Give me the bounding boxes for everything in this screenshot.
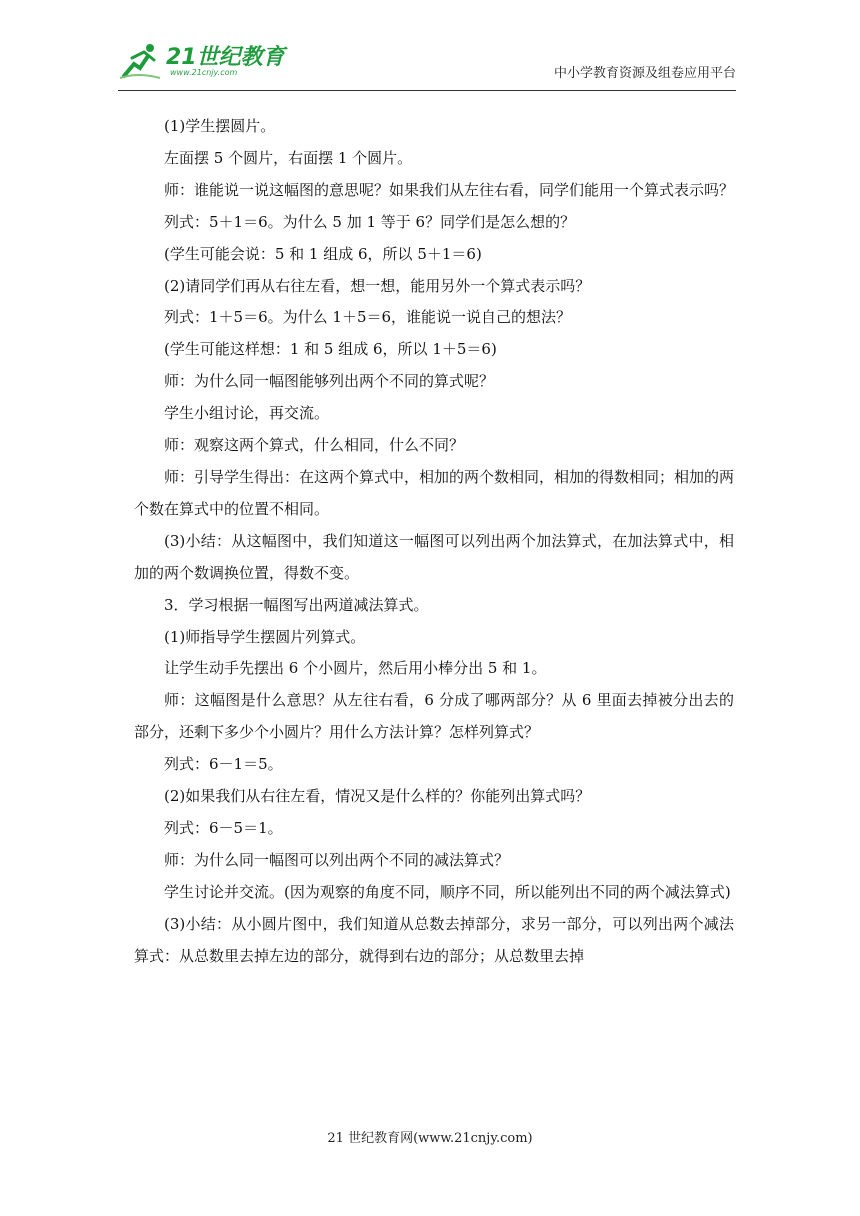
paragraph: (2)请同学们再从右往左看，想一想，能用另外一个算式表示吗？ (164, 276, 591, 295)
paragraph: 列式：1＋5＝6。为什么 1＋5＝6，谁能说一说自己的想法？ (164, 308, 572, 327)
paragraph: (2)如果我们从右往左看，情况又是什么样的？你能列出算式吗？ (164, 787, 591, 806)
page-footer: 21 世纪教育网(www.21cnjy.com) (327, 1131, 533, 1146)
runner-logo-icon (118, 38, 162, 82)
paragraph: 师：为什么同一幅图可以列出两个不同的减法算式？ (164, 850, 510, 869)
page-header (118, 36, 736, 90)
logo-url: www.21cnjy.com (170, 68, 238, 77)
paragraph: 列式：6－1＝5。 (164, 755, 283, 774)
document-body (134, 111, 734, 972)
paragraph: 师：为什么同一幅图能够列出两个不同的算式呢？ (164, 372, 495, 391)
paragraph: (3)小结：从小圆片图中，我们知道从总数去掉部分，求另一部分，可以列出两个减法算式：从总数里去掉左边的部分，就得到右边的部分；从总数里去掉 (134, 914, 734, 965)
paragraph: 列式：5＋1＝6。为什么 5 加 1 等于 6？同学们是怎么想的？ (164, 212, 576, 231)
paragraph: (学生可能会说：5 和 1 组成 6，所以 5＋1＝6) (164, 244, 482, 263)
header-divider (118, 90, 736, 91)
paragraph: 让学生动手先摆出 6 个小圆片，然后用小棒分出 5 和 1。 (164, 659, 547, 678)
paragraph: 师：观察这两个算式，什么相同，什么不同？ (164, 436, 465, 455)
section-heading: 3．学习根据一幅图写出两道减法算式。 (164, 595, 429, 614)
logo-text: 21世纪教育 (166, 45, 285, 70)
paragraph: 师：引导学生得出：在这两个算式中，相加的两个数相同，相加的得数相同；相加的两个数在算式中的位置不相同。 (134, 467, 735, 518)
paragraph: 学生讨论并交流。(因为观察的角度不同，顺序不同，所以能列出不同的两个减法算式) (164, 882, 731, 901)
paragraph: 师：谁能说一说这幅图的意思呢？如果我们从左往右看，同学们能用一个算式表示吗？ (164, 180, 735, 199)
paragraph: (1)师指导学生摆圆片列算式。 (164, 627, 366, 646)
site-slogan: 中小学教育资源及组卷应用平台 (553, 66, 736, 81)
paragraph: (1)学生摆圆片。 (164, 117, 276, 135)
site-logo[interactable] (118, 38, 288, 82)
paragraph: (学生可能这样想：1 和 5 组成 6，所以 1＋5＝6) (164, 340, 497, 359)
paragraph: 列式：6－5＝1。 (164, 818, 283, 837)
paragraph: 左面摆 5 个圆片，右面摆 1 个圆片。 (164, 148, 413, 167)
paragraph: (3)小结：从这幅图中，我们知道这一幅图可以列出两个加法算式，在加法算式中，相加的两个数调换位置，得数不变。 (134, 531, 734, 582)
paragraph: 学生小组讨论，再交流。 (164, 404, 330, 423)
paragraph: 师：这幅图是什么意思？从左往右看，6 分成了哪两部分？从 6 里面去掉被分出去的部分，还剩下多少个小圆片？用什么方法计算？怎样列算式？ (134, 691, 734, 742)
